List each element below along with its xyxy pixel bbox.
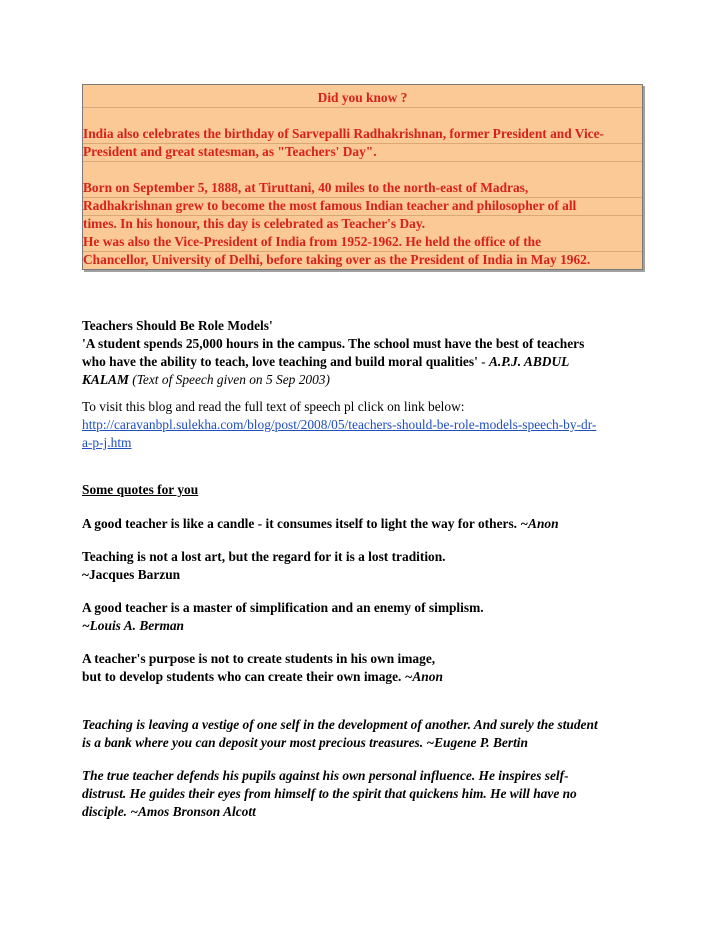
box-p2-line: Radhakrishnan grew to become the most famous Indian teacher and philosopher of all [83, 198, 577, 213]
box-rule [83, 107, 642, 108]
blog-link-line[interactable] [82, 416, 596, 434]
quote-text: A good teacher is like a candle - it consumes itself to light the way for others. [82, 516, 521, 531]
quote-6-line: The true teacher defends his pupils against his own personal influence. He inspires self- [82, 768, 569, 783]
did-you-know-box [82, 84, 643, 270]
quote-author: ~Anon [404, 669, 443, 684]
box-p2-line: Born on September 5, 1888, at Tiruttani, 40 miles to the north-east of Madras, [83, 180, 529, 195]
box-rule [83, 161, 642, 162]
quotes-heading: Some quotes for you [82, 482, 199, 497]
quote-5-line: is a bank where you can deposit your most precious treasures. ~Eugene P. Bertin [82, 735, 528, 750]
speech-author: A.P.J. ABDUL [488, 354, 570, 369]
speech-quote-line-2 [82, 353, 569, 371]
blog-link[interactable]: http://caravanbpl.sulekha.com/blog/post/2008/05/teachers-should-be-role-models-speech-by-dr- [82, 417, 597, 432]
quote-5-line: Teaching is leaving a vestige of one self in the development of another. And surely the student [82, 717, 598, 732]
blog-intro: To visit this blog and read the full text of speech pl click on link below: [82, 399, 465, 414]
blog-link-line[interactable] [82, 434, 131, 452]
quote-author: ~Anon [520, 516, 559, 531]
quote-6-line: disciple. ~Amos Bronson Alcott [82, 804, 256, 819]
quote-2-author: ~Jacques Barzun [82, 567, 181, 582]
speech-title: Teachers Should Be Role Models' [82, 318, 273, 333]
speech-dash: - [477, 354, 489, 369]
speech-quote-line: 'A student spends 25,000 hours in the campus. The school must have the best of teachers [82, 336, 585, 351]
quote-4-line-2 [82, 668, 443, 686]
blog-link[interactable]: a-p-j.htm [82, 435, 132, 450]
box-p3-line: He was also the Vice-President of India from 1952-1962. He held the office of the [83, 234, 542, 249]
quote-3-text: A good teacher is a master of simplification and an enemy of simplism. [82, 600, 484, 615]
quote-3-author: ~Louis A. Berman [82, 618, 185, 633]
speech-note: (Text of Speech given on 5 Sep 2003) [128, 372, 330, 387]
speech-author: KALAM [82, 372, 129, 387]
speech-author-line [82, 371, 330, 389]
quote-6-line: distrust. He guides their eyes from himself to the spirit that quickens him. He will have no [82, 786, 577, 801]
speech-quote-text: who have the ability to teach, love teaching and build moral qualities' [82, 354, 478, 369]
box-heading: Did you know ? [317, 90, 408, 105]
box-p3-line: Chancellor, University of Delhi, before taking over as the President of India in May 1962. [83, 252, 591, 267]
box-p2-line: times. In his honour, this day is celebrated as Teacher's Day. [83, 216, 426, 231]
box-p1-line: President and great statesman, as "Teachers' Day". [83, 144, 377, 159]
box-p1-line: India also celebrates the birthday of Sarvepalli Radhakrishnan, former President and Vice- [83, 126, 605, 141]
quote-1 [82, 515, 559, 533]
quote-text: but to develop students who can create their own image. [82, 669, 405, 684]
quote-2-text: Teaching is not a lost art, but the regard for it is a lost tradition. [82, 549, 446, 564]
quote-4-line: A teacher's purpose is not to create students in his own image, [82, 651, 436, 666]
